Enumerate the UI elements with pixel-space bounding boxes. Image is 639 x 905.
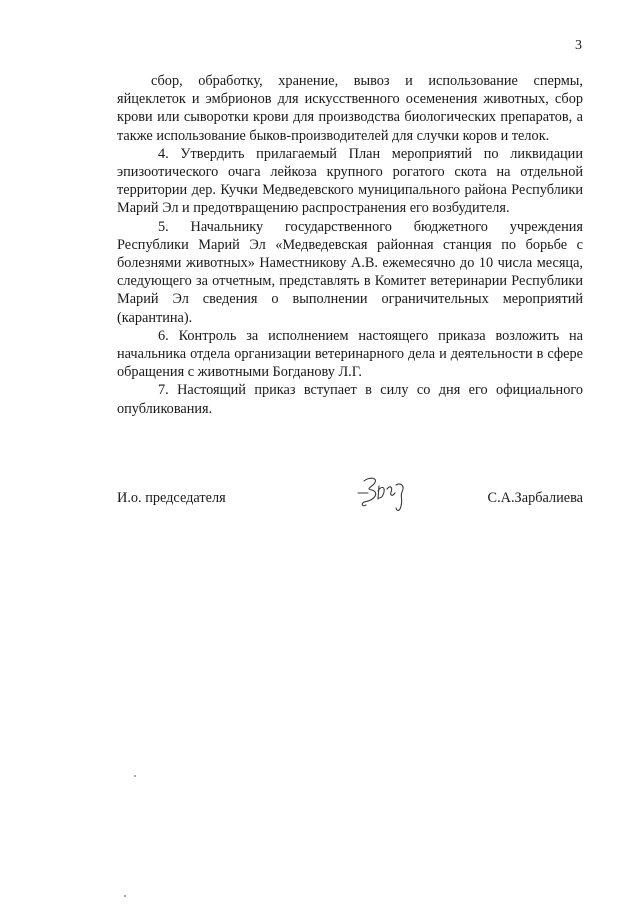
paragraph-item-6: 6. Контроль за исполнением настоящего приказа возложить на начальника отдела организации ветеринарного дела и деятельности в сфере обращения с животными Богданову Л.Г. xyxy=(117,327,583,381)
paragraph-item-4: 4. Утвердить прилагаемый План мероприятий по ликвидации эпизоотического очага лейкоза крупного рогатого скота на отдельной территории дер. Кучки Медведевского муниципального района Республики Марий Эл и предотвращению распространения его возбудителя. xyxy=(117,145,583,217)
scan-speck xyxy=(134,775,136,777)
signatory-position: И.о. председателя xyxy=(117,490,226,506)
paragraph-item-7: 7. Настоящий приказ вступает в силу со дня его официального опубликования. xyxy=(117,382,583,417)
document-body xyxy=(117,72,583,418)
paragraph-continuation: сбор, обработку, хранение, вывоз и использование спермы, яйцеклеток и эмбрионов для искусственного осеменения животных, сбор крови или сыворотки крови для производства биологических препаратов, а также использование быков-производителей для случки коров и телок. xyxy=(117,73,583,144)
paragraph-item-5: 5. Начальнику государственного бюджетного учреждения Республики Марий Эл «Медведевская районная станция по борьбе с болезнями животных» Наместникову А.В. ежемесячно до 10 числа месяца, следующего за отчетным, представлять в Комитет ветеринарии Республики Марий Эл сведения о выполнении ограничительных мероприятий (карантина). xyxy=(117,218,583,326)
signatory-name: С.А.Зарбалиева xyxy=(487,490,583,506)
page-number: 3 xyxy=(575,38,582,53)
signature-block xyxy=(117,487,583,513)
scan-speck xyxy=(124,895,126,897)
handwritten-signature xyxy=(352,471,422,519)
